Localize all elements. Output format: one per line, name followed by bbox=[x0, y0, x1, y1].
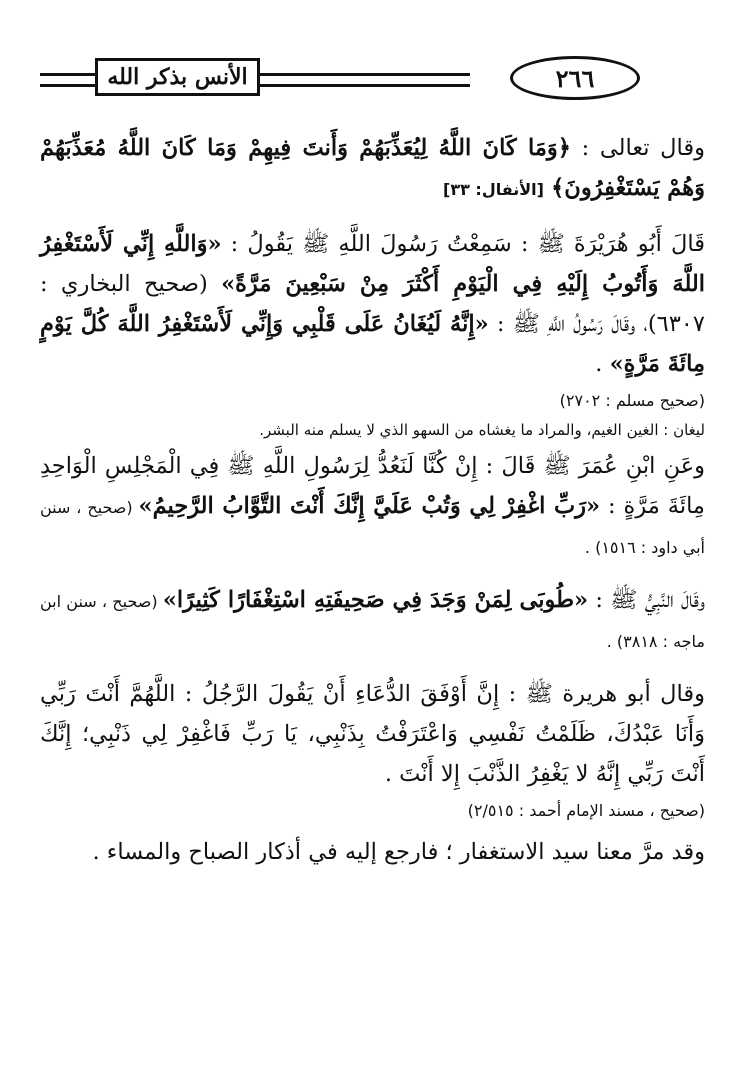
paragraph-sayyid-istighfar bbox=[40, 832, 705, 872]
hadith-source-4: (صحيح ، سنن ابن ماجه : ٣٨١٨) . bbox=[40, 592, 705, 651]
closing-text: وقد مرَّ معنا سيد الاستغفار ؛ فارجع إليه في أذكار الصباح والمساء . bbox=[92, 839, 705, 865]
dua-text: وقال أبو هريرة ﷺ : إِنَّ أَوْفَقَ الدُّعَاءِ أَنْ يَقُولَ الرَّجُلُ : اللَّهُمَّ أَنْتَ رَبِّي وَأَنَا عَبْدُكَ، ظَلَمْتُ نَفْسِي وَاعْتَرَفْتُ بِذَنْبِي، يَا رَبِّ فَاغْفِرْ لِي ذَنْبِي؛ إِنَّكَ أَنْتَ رَبِّي إِنَّهُ لا يَغْفِرُ الذَّنْبَ إِلا أَنْتَ . bbox=[40, 681, 705, 787]
verse-reference: [الأنفال: ٣٣] bbox=[443, 180, 544, 199]
hadith-end: . bbox=[595, 351, 610, 377]
hadith-intro: قَالَ أَبُو هُرَيْرَةَ ﷺ : سَمِعْتُ رَسُولَ اللَّهِ ﷺ يَقُولُ : bbox=[230, 231, 705, 257]
page-header bbox=[40, 58, 700, 108]
page-number bbox=[510, 56, 640, 100]
hadith-source-3: (صحيح ، سنن أبي داود : ١٥١٦) . bbox=[40, 498, 705, 557]
verse-intro: وقال تعالى : bbox=[570, 135, 705, 161]
hadith-intro-3: وعَنِ ابْنِ عُمَرَ ﷺ قَالَ : إِنْ كُنَّا لَنَعُدُّ لِرَسُولِ اللَّهِ ﷺ فِي الْمَجْلِسِ الْوَاحِدِ مِائَةَ مَرَّةٍ : bbox=[40, 453, 705, 519]
paragraph-dua bbox=[40, 674, 705, 794]
hadith-source-1: (صحيح البخاري : ٦٣٠٧)، bbox=[40, 271, 705, 337]
hadith-text-2: «إِنَّهُ لَيُغَانُ عَلَى قَلْبِي وَإِنِّي لَأَسْتَغْفِرُ اللَّهَ كُلَّ يَوْمٍ مِائَةَ مَرَّةٍ» bbox=[40, 311, 705, 377]
quran-verse: ﴿وَمَا كَانَ اللَّهُ لِيُعَذِّبَهُمْ وَأَنتَ فِيهِمْ وَمَا كَانَ اللَّهُ مُعَذِّبَهُمْ وَهُمْ يَسْتَغْفِرُونَ﴾ bbox=[40, 135, 705, 201]
dua-source: (صحيح ، مسند الإمام أحمد : ٢/٥١٥) bbox=[467, 801, 705, 820]
hadith-intro-2: وقَالَ رَسُولُ اللَّهِ ﷺ : bbox=[496, 311, 636, 337]
running-title bbox=[95, 58, 260, 96]
hadith-source-2: (صحيح مسلم : ٢٧٠٢) bbox=[559, 391, 705, 410]
paragraph-abu-hurayra bbox=[40, 224, 705, 384]
hadith-text-4: «طُوبَى لِمَنْ وَجَدَ فِي صَحِيفَتِهِ اسْتِغْفَارًا كَثِيرًا» bbox=[162, 587, 589, 613]
hadith-intro-4: وقَالَ النَّبِيُّ ﷺ : bbox=[588, 587, 706, 613]
hadith-text-1: «وَاللَّهِ إِنِّي لَأَسْتَغْفِرُ اللَّهَ وَأَتُوبُ إِلَيْهِ فِي الْيَوْمِ أَكْثَرَ مِنْ سَبْعِينَ مَرَّةً» bbox=[40, 231, 705, 297]
footnote: ليغان : الغين الغيم، والمراد ما يغشاه من السهو الذي لا يسلم منه البشر. bbox=[259, 421, 705, 439]
page-content bbox=[40, 128, 705, 872]
paragraph-verse bbox=[40, 128, 705, 210]
paragraph-ibn-umar bbox=[40, 446, 705, 566]
running-title-text: الأنس بذكر الله bbox=[107, 64, 248, 90]
paragraph-tuba bbox=[40, 580, 705, 660]
hadith-text-3: «رَبِّ اغْفِرْ لِي وَتُبْ عَلَيَّ إِنَّكَ أَنْتَ التَّوَّابُ الرَّحِيمُ» bbox=[138, 493, 601, 519]
page-number-text: ٢٦٦ bbox=[555, 63, 595, 93]
